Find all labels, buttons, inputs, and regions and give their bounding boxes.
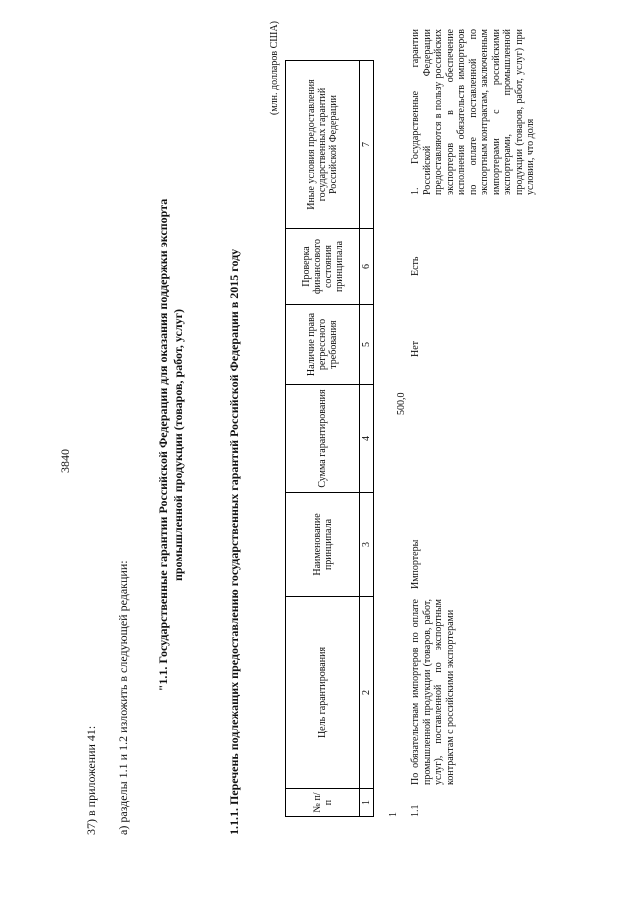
subsection-title: 1.1.1. Перечень подлежащих предоставлению государственных гарантий Российской Федерации в 2015 году — [227, 248, 241, 835]
page-number: 3840 — [58, 449, 72, 473]
row-regress: Нет — [410, 340, 421, 357]
column-number: 4 — [360, 385, 374, 493]
row-conditions: 1. Государственные гарантии Российской Федерации предоставляются в пользу российских экспортеров в обеспечение исполнения обязательств импортеров по оплате поставленной по экспортным контрактам, заключенным импортерами с российскими экспортерами, промышленной продукции (товаров, работ, услуг) при условии, что доля — [410, 29, 536, 195]
row-purpose: По обязательствам импортеров по оплате промышленной продукции (товаров, работ, услуг), поставленной по экспортным контрактам с российскими экспортерами — [410, 599, 456, 785]
section-marker: 1 — [388, 812, 399, 817]
unit-note: (млн. долларов США) — [269, 21, 280, 115]
row-amount: 500,0 — [396, 392, 407, 415]
section-title: "1.1. Государственные гарантии Российской Федерации для оказания поддержки экспорта промышленной продукции (товаров, работ, услуг) — [156, 198, 185, 692]
column-number: 2 — [360, 597, 374, 789]
column-number: 3 — [360, 493, 374, 597]
column-number: 7 — [360, 61, 374, 229]
table-header-row — [286, 61, 360, 817]
guarantees-table — [285, 60, 374, 817]
header-cell: Наличие права регрессного требования — [286, 305, 360, 385]
column-number-row — [360, 61, 374, 817]
row-number: 1.1 — [410, 804, 421, 817]
header-cell: Сумма гарантирования — [286, 385, 360, 493]
column-number: 5 — [360, 305, 374, 385]
column-number: 1 — [360, 789, 374, 817]
intro-item: 37) в приложении 41: — [84, 725, 98, 835]
row-check: Есть — [410, 256, 421, 276]
header-cell: Цель гарантирования — [286, 597, 360, 789]
header-cell: Наименование принципала — [286, 493, 360, 597]
header-cell: Проверка финансового состояния принципала — [286, 229, 360, 305]
intro-subitem: а) разделы 1.1 и 1.2 изложить в следующей редакции: — [116, 560, 130, 835]
header-cell: № п/п — [286, 789, 360, 817]
column-number: 6 — [360, 229, 374, 305]
header-cell: Иные условия предоставления государственных гарантий Российской Федерации — [286, 61, 360, 229]
row-principal: Импортеры — [410, 539, 421, 589]
